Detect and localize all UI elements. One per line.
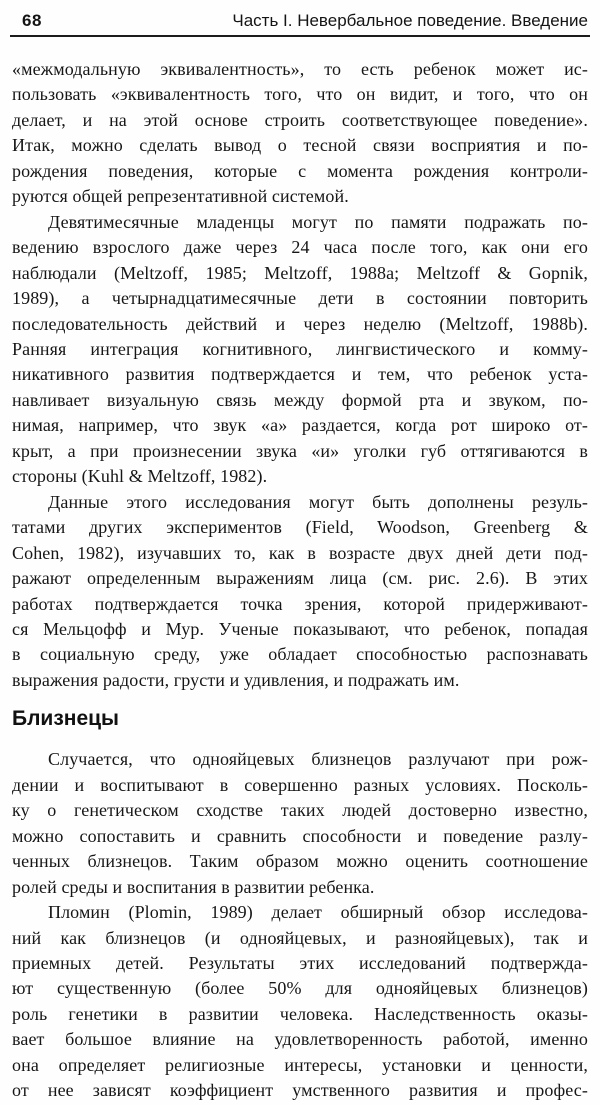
text-line: татами других экспериментов (Field, Woodson, Greenberg & [12,517,588,538]
paragraph [12,210,588,490]
text-line: последовательность действий и через неделю (Meltzoff, 1988b). [12,313,588,334]
paragraph [12,490,588,694]
section-heading: Близнецы [12,707,119,731]
running-title: Часть I. Невербальное поведение. Введение [232,11,588,30]
text-line: Случается, что однояйцевых близнецов разлучают при рож- [48,749,588,770]
text-line: Cohen, 1982), изучавших то, как в возрасте двух дней дети под- [12,542,588,563]
text-line: ченных близнецов. Таким образом можно оценить соотношение [12,851,588,872]
text-line: в социальную среду, уже обладает способностью распознавать [12,644,588,665]
text-line: крыт, а при произнесении звука «и» уголки губ оттягиваются в [12,440,588,461]
text-line: никативного развития подтверждается и тем, что ребенок уста- [12,364,588,385]
text-line: дении и воспитывают в совершенно разных условиях. Посколь- [12,774,588,795]
text-line: Итак, можно сделать вывод о тесной связи восприятия и по- [12,135,588,156]
paragraph [12,57,588,210]
text-line: можно сопоставить и сравнить способности и поведение разлу- [12,825,588,846]
paragraph [12,747,588,900]
text-line: ролей среды и воспитания в развитии ребенка. [12,876,375,897]
text-line: приемных детей. Результаты этих исследований подтвержда- [12,952,588,973]
text-line: делает, и на этой основе строить соответствующее поведение». [12,109,588,130]
text-line: Девятимесячные младенцы могут по памяти подражать по- [48,211,588,232]
text-line: руются общей репрезентативной системой. [12,186,349,207]
text-line: пользовать «эквивалентность того, что он видит, и того, что он [12,84,588,105]
page-body [0,37,600,1104]
text-line: работах подтверждается точка зрения, которой придерживают- [12,593,588,614]
text-line: ся Мельцофф и Мур. Ученые показывают, что ребенок, попадая [12,618,588,639]
text-line: рождения поведения, которые с момента рождения контроли- [12,160,588,181]
text-line: ражают определенным выражениям лица (см. рис. 2.6). В этих [12,568,588,589]
text-line: она определяет религиозные интересы, установки и ценности, [12,1054,588,1075]
text-line: нимая, например, что звук «а» раздается, когда рот широко от- [12,415,588,436]
text-line: ведению взрослого даже через 24 часа после того, как они его [12,237,588,258]
text-line: Пломин (Plomin, 1989) делает обширный обзор исследова- [48,902,588,923]
text-line: вает большое влияние на удовлетворенность работой, именно [12,1029,588,1050]
text-line: наблюдали (Meltzoff, 1985; Meltzoff, 1988a; Meltzoff & Gopnik, [12,262,588,283]
running-header [0,0,600,32]
text-line: «межмодальную эквивалентность», то есть ребенок может ис- [12,59,588,79]
text-line: навливает визуальную связь между формой рта и звуком, по- [12,389,588,410]
text-line: ку о генетическом сходстве таких людей достоверно известно, [12,800,588,821]
text-line: роль генетики в развитии человека. Наследственность оказы- [12,1003,588,1024]
page-number: 68 [22,11,42,30]
text-line: Данные этого исследования могут быть дополнены резуль- [48,491,588,512]
text-line: стороны (Kuhl & Meltzoff, 1982). [12,466,268,487]
text-line: ний как близнецов (и однояйцевых, и разнояйцевых), так и [12,927,588,948]
text-line: ют существенную (более 50% для однояйцевых близнецов) [12,978,588,999]
paragraph [12,900,588,1104]
text-line: 1989), а четырнадцатимесячные дети в состоянии повторить [12,288,588,309]
text-line: от нее зависят коэффициент умственного развития и профес- [12,1080,588,1101]
text-line: выражения радости, грусти и удивления, и подражать им. [12,669,460,690]
text-line: Ранняя интеграция когнитивного, лингвистического и комму- [12,338,588,359]
